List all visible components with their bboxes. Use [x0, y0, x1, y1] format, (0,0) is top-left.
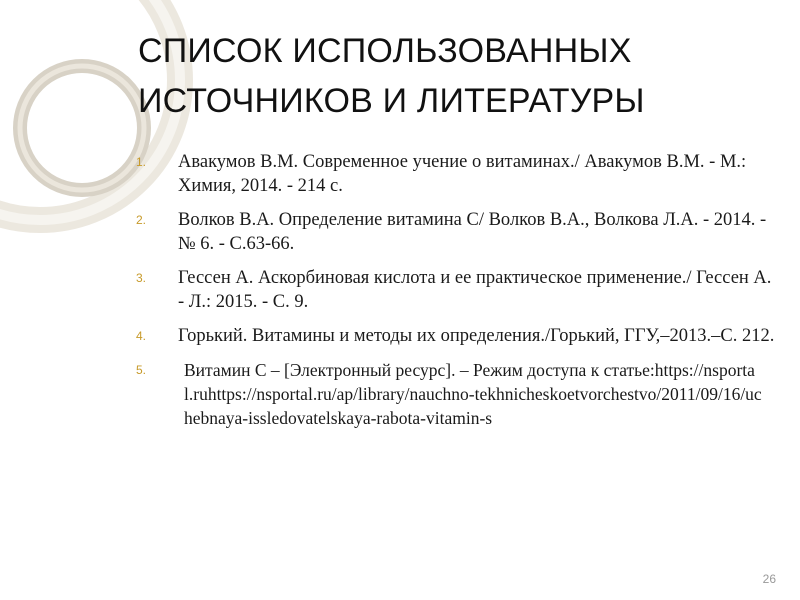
slide-title [138, 26, 778, 126]
reference-text-2: Волков В.А. Определение витамина С/ Волков В.А., Волкова Л.А. - 2014. - № 6. - С.63-66. [178, 210, 767, 254]
reference-number-4: 4. [136, 329, 147, 343]
reference-item-2 [136, 208, 776, 256]
reference-list [136, 150, 776, 440]
reference-item-3 [136, 266, 776, 314]
reference-text-5: Витамин С – [Электронный ресурс]. – Режим доступа к статье:https://nsportal.ruhttps://nsportal.ru/ap/library/nauchno-tekhnicheskoetvorchestvo/2011/09/16/uchebnaya-issledovatelskaya-rabota-vitamin-s [184, 360, 762, 428]
slide-title-line-2: ИСТОЧНИКОВ И ЛИТЕРАТУРЫ [138, 82, 645, 120]
reference-number-2: 2. [136, 213, 147, 227]
slide-title-line-1: СПИСОК ИСПОЛЬЗОВАННЫХ [138, 32, 632, 70]
reference-text-4: Горький. Витамины и методы их определения./Горький, ГГУ,–2013.–С. 212. [178, 326, 775, 346]
reference-item-4 [136, 324, 776, 348]
decor-ring-small-highlight [20, 66, 144, 190]
reference-text-3: Гессен А. Аскорбиновая кислота и ее практическое применение./ Гессен А. - Л.: 2015. - С. 9. [178, 268, 772, 312]
reference-number-5: 5. [136, 363, 147, 377]
reference-item-5 [136, 358, 776, 430]
reference-text-1: Авакумов В.М. Современное учение о витаминах./ Авакумов В.М. - М.: Химия, 2014. - 214 с. [178, 152, 747, 196]
page-number: 26 [762, 572, 776, 586]
reference-number-3: 3. [136, 271, 147, 285]
reference-number-1: 1. [136, 155, 147, 169]
reference-item-1 [136, 150, 776, 198]
